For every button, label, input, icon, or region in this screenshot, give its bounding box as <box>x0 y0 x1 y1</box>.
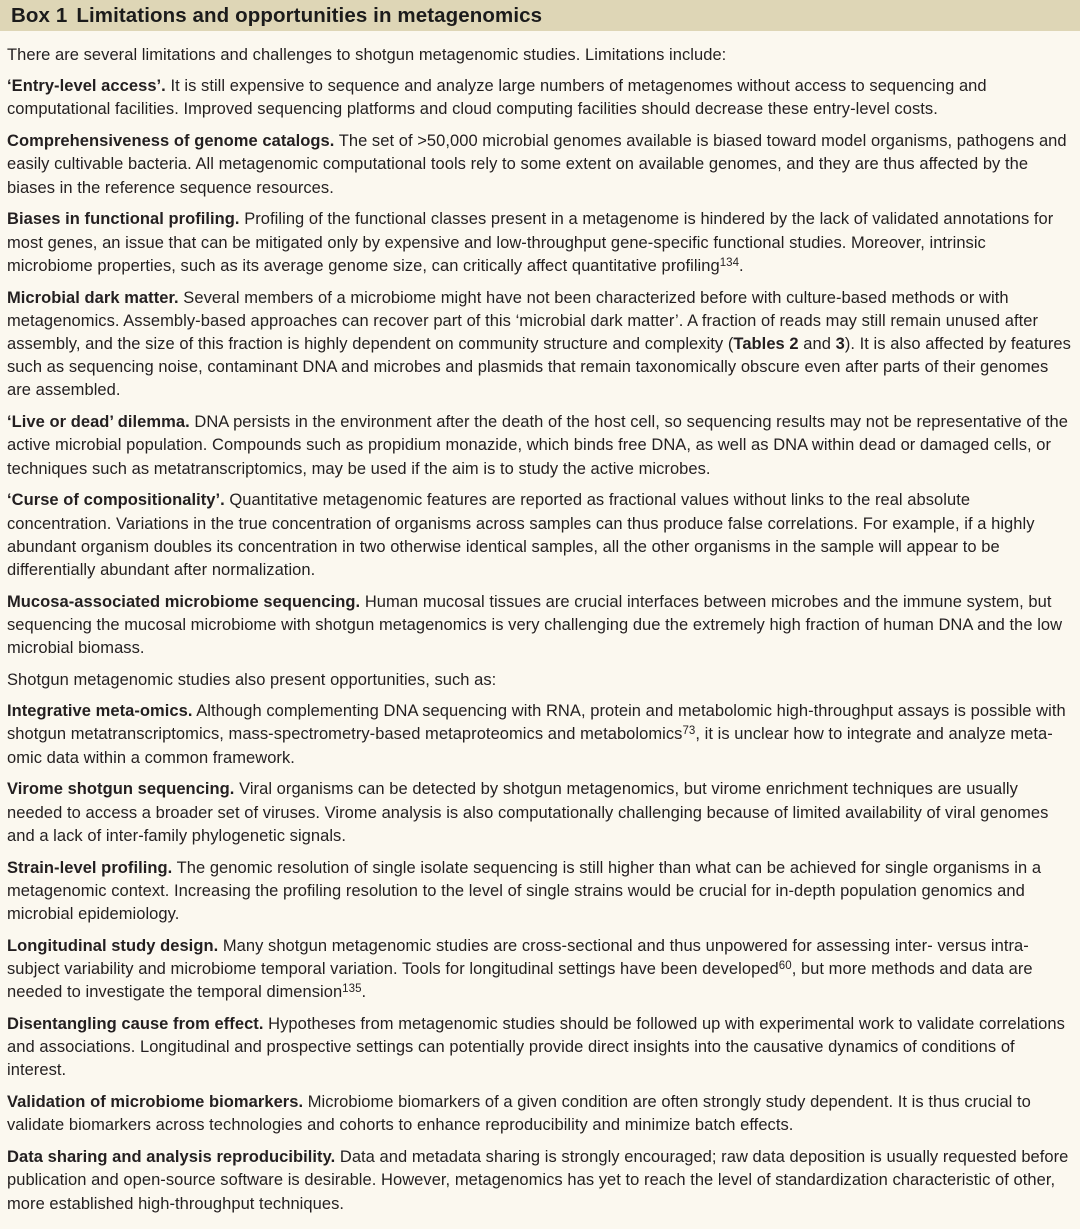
term: Comprehensiveness of genome catalogs. <box>7 132 335 151</box>
box-content <box>0 31 1080 1216</box>
opportunities-intro: Shotgun metagenomic studies also present opportunities, such as: <box>7 671 497 690</box>
opportunity-longitudinal-design: Longitudinal study design. Many shotgun metagenomic studies are cross-sectional and thus unpowered for assessing inter- versus intra-subject variability and microbiome temporal variation. Tools for longitudinal settings have been developed$^{60}$, but more methods and data are needed to investigate the temporal dimension$^{135}$. <box>7 936 1033 1002</box>
limitation-functional-profiling: Biases in functional profiling. Profiling of the functional classes present in a metagenome is hindered by the lack of validated annotations for most genes, an issue that can be mitigated only by expensive and low-throughput gene-specific functional studies. Moreover, intrinsic microbiome properties, such as its average genome size, can critically affect quantitative profiling$^{134}$. <box>7 210 1054 275</box>
opportunity-integrative-meta-omics: Integrative meta-omics. Although complementing DNA sequencing with RNA, protein and metabolomic high-throughput assays is possible with shotgun metatranscriptomics, mass-spectrometry-based metaproteomics and metabolomics$^{73}$, it is unclear how to integrate and analyze meta-omic data within a common framework. <box>7 702 1066 767</box>
citation: 73 <box>682 725 696 738</box>
term: Microbial dark matter. <box>7 288 179 307</box>
term: ‘Entry-level access’. <box>7 77 166 96</box>
citation: 60 <box>778 959 792 972</box>
limitation-compositionality: ‘Curse of compositionality’. Quantitative metagenomic features are reported as fractional values without links to the real absolute concentration. Variations in the true concentration of organisms across samples can thus produce false correlations. For example, if a highly abundant organism doubles its concentration in two otherwise identical samples, all the other organisms in the sample will appear to be differentially abundant after normalization. <box>7 491 1035 580</box>
limitations-intro: There are several limitations and challenges to shotgun metagenomic studies. Limitations include: <box>7 46 727 64</box>
limitation-live-or-dead: ‘Live or dead’ dilemma. DNA persists in the environment after the death of the host cell, so sequencing results may not be representative of the active microbial population. Compounds such as propidium monazide, which binds free DNA, as well as DNA within dead or damaged cells, or techniques such as metatranscriptomics, may be used if the aim is to study the active microbes. <box>7 413 1069 478</box>
opportunity-biomarker-validation: Validation of microbiome biomarkers. Microbiome biomarkers of a given condition are often strongly study dependent. It is thus crucial to validate biomarkers across technologies and cohorts to enhance reproducibility and minimize batch effects. <box>7 1093 1031 1135</box>
box-number: Box 1 <box>11 3 68 27</box>
opportunity-data-sharing: Data sharing and analysis reproducibility. Data and metadata sharing is strongly encouraged; raw data deposition is usually requested before publication and open-source software is desirable. However, metagenomics has yet to reach the level of standardization characteristic of other, more established high-throughput techniques. <box>7 1148 1069 1213</box>
opportunity-virome-sequencing: Virome shotgun sequencing. Viral organisms can be detected by shotgun metagenomics, but virome enrichment techniques are usually needed to access a broader set of viruses. Virome analysis is also computationally challenging because of limited availability of viral genomes and a lack of inter-family phylogenetic signals. <box>7 780 1049 845</box>
term: Strain-level profiling. <box>7 858 173 877</box>
limitation-mucosa-associated: Mucosa-associated microbiome sequencing. Human mucosal tissues are crucial interfaces between microbes and the immune system, but sequencing the mucosal microbiome with shotgun metagenomics is very challenging due the extremely high fraction of human DNA and the low microbial biomass. <box>7 592 1063 658</box>
limitation-microbial-dark-matter: Microbial dark matter. Several members of a microbiome might have not been characterized before with culture-based methods or with metagenomics. Assembly-based approaches can recover part of this ‘microbial dark matter’. A fraction of reads may still remain unused after assembly, and the size of this fraction is highly dependent on community structure and complexity (Tables 2 and 3). It is also affected by features such as sequencing noise, contaminant DNA and microbes and plasmids that remain taxonomically obscure even after parts of their genomes are assembled. <box>7 288 1071 400</box>
term: Disentangling cause from effect. <box>7 1015 264 1034</box>
term: Biases in functional profiling. <box>7 210 240 229</box>
term: Integrative meta-omics. <box>7 702 193 721</box>
term: Data sharing and analysis reproducibility. <box>7 1148 336 1167</box>
box-header <box>0 0 1080 31</box>
term: Mucosa-associated microbiome sequencing. <box>7 592 361 611</box>
limitation-genome-catalogs: Comprehensiveness of genome catalogs. The set of >50,000 microbial genomes available is biased toward model organisms, pathogens and easily cultivable bacteria. All metagenomic computational tools rely to some extent on available genomes, and they are thus affected by the biases in the reference sequence resources. <box>7 132 1067 197</box>
citation: 135 <box>342 983 362 996</box>
term: Longitudinal study design. <box>7 936 219 955</box>
opportunity-cause-from-effect: Disentangling cause from effect. Hypotheses from metagenomic studies should be followed up with experimental work to validate correlations and associations. Longitudinal and prospective settings can potentially provide direct insights into the causative dynamics of conditions of interest. <box>7 1015 1065 1080</box>
term: ‘Curse of compositionality’. <box>7 491 225 510</box>
table-ref[interactable]: 3 <box>835 335 845 354</box>
citation: 134 <box>719 256 740 269</box>
limitation-entry-level-access: ‘Entry-level access’. It is still expensive to sequence and analyze large numbers of metagenomes without access to sequencing and computational facilities. Improved sequencing platforms and cloud computing facilities should decrease these entry-level costs. <box>7 77 987 119</box>
term: Virome shotgun sequencing. <box>7 780 235 799</box>
term: Validation of microbiome biomarkers. <box>7 1093 304 1112</box>
box-title: Limitations and opportunities in metagenomics <box>76 3 543 27</box>
table-ref[interactable]: Tables 2 <box>733 335 799 354</box>
term: ‘Live or dead’ dilemma. <box>7 413 190 432</box>
opportunity-strain-level-profiling: Strain-level profiling. The genomic resolution of single isolate sequencing is still higher than what can be achieved for single organisms in a metagenomic context. Increasing the profiling resolution to the level of single strains would be crucial for in-depth population genomics and microbial epidemiology. <box>7 858 1042 924</box>
